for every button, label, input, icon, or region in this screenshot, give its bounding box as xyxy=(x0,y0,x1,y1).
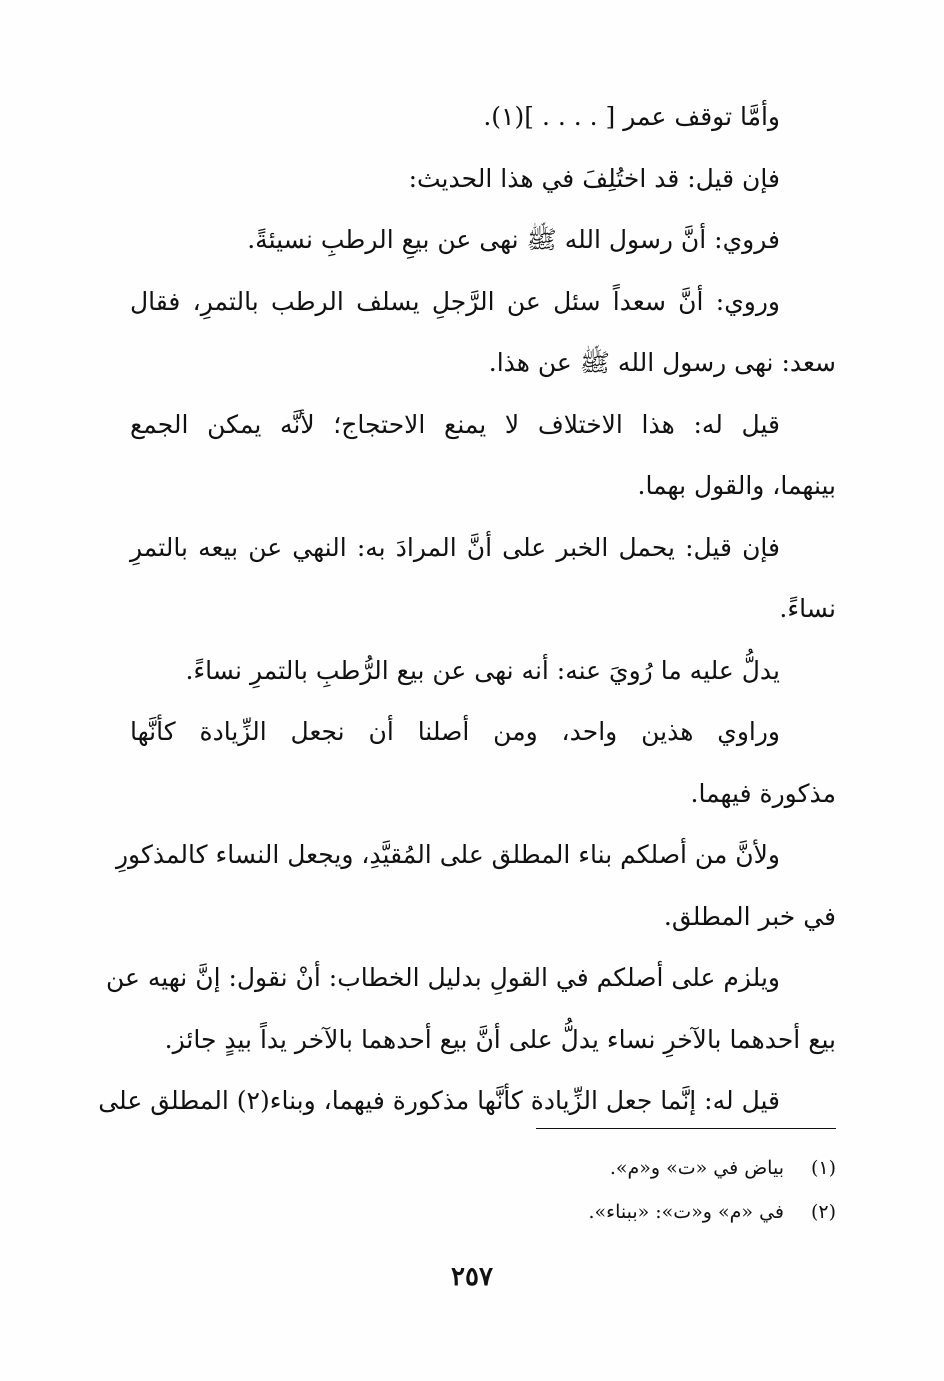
text-line: فإن قيل: يحمل الخبر على أنَّ المرادَ به: النهي عن بيعه بالتمرِ xyxy=(130,532,780,562)
text-line: مذكورة فيهما. xyxy=(690,778,836,808)
text-line: وأمَّا توقف عمر [ . . . . ](١). xyxy=(483,102,780,131)
text-line: ولأنَّ من أصلكم بناء المطلق على المُقيَّدِ، ويجعل النساء كالمذكورِ xyxy=(115,840,780,869)
footnote xyxy=(130,1190,836,1234)
text-line: بينهما، والقول بهما. xyxy=(637,471,836,500)
footnote-number: (١) xyxy=(810,1157,836,1179)
page-number: ٢٥٧ xyxy=(451,1262,493,1292)
text-line: يدلُّ عليه ما رُويَ عنه: أنه نهى عن بيع الرُّطبِ بالتمرِ نساءً. xyxy=(185,655,780,685)
text-line: فإن قيل: قد اختُلِفَ في هذا الحديث: xyxy=(408,163,780,193)
footnote-text: بياض في «ت» و«م». xyxy=(609,1157,784,1179)
text-line: وروي: أنَّ سعداً سئل عن الرَّجلِ يسلف الرطب بالتمرِ، فقال xyxy=(130,286,780,316)
text-line: بيع أحدهما بالآخرِ نساء يدلُّ على أنَّ بيع أحدهما بالآخر يداً بيدٍ جائز. xyxy=(164,1024,836,1054)
footnotes xyxy=(130,1146,836,1234)
text-line: سعد: نهى رسول الله ﷺ عن هذا. xyxy=(488,348,836,377)
text-line: قيل له: هذا الاختلاف لا يمنع الاحتجاج؛ لأنَّه يمكن الجمع xyxy=(130,409,780,439)
text-line: في خبر المطلق. xyxy=(663,901,836,931)
body-text xyxy=(98,86,836,1132)
footnote-text: في «م» و«ت»: «ببناء». xyxy=(588,1201,784,1223)
text-line: ويلزم على أصلكم في القولِ بدليل الخطاب: أنْ نقول: إنَّ نهيه عن xyxy=(105,963,780,992)
footnote-divider xyxy=(536,1128,836,1129)
text-line: وراوي هذين واحد، ومن أصلنا أن نجعل الزِّيادة كأنَّها xyxy=(130,717,780,746)
footnote xyxy=(130,1146,836,1190)
footnote-number: (٢) xyxy=(810,1201,836,1223)
text-line: فروي: أنَّ رسول الله ﷺ نهى عن بيعِ الرطبِ نسيئةً. xyxy=(247,225,780,254)
text-line: نساءً. xyxy=(779,594,836,623)
text-line: قيل له: إنَّما جعل الزِّيادة كأنَّها مذكورة فيهما، وبناء(٢) المطلق على xyxy=(98,1086,780,1115)
